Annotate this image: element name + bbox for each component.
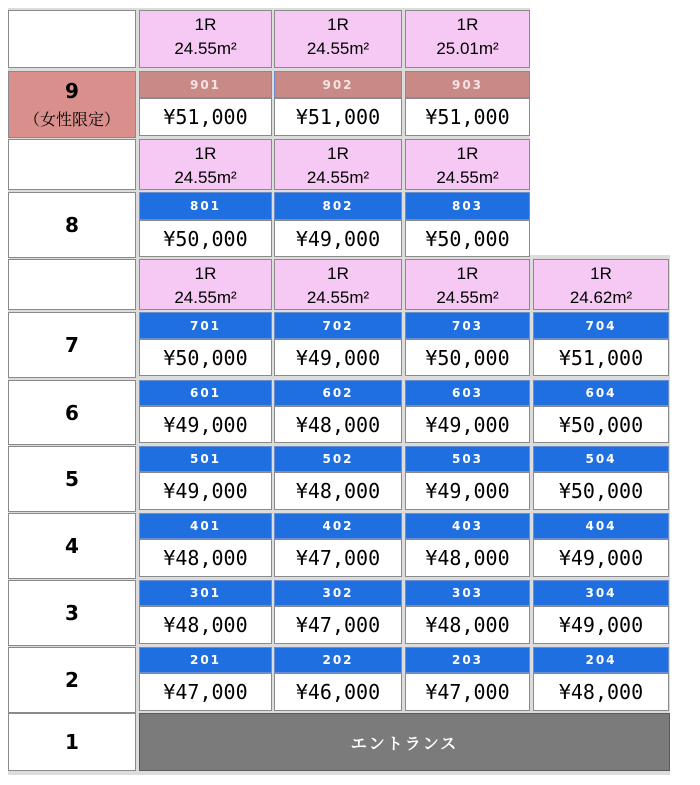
rent-404 bbox=[533, 539, 669, 577]
rent-value: ¥51,000 bbox=[295, 105, 381, 129]
room-number-404 bbox=[533, 513, 669, 539]
women-only-note: （女性限定） bbox=[23, 110, 120, 129]
room-number-902 bbox=[274, 71, 402, 98]
room-number-303 bbox=[405, 580, 530, 606]
rent-value: ¥50,000 bbox=[425, 226, 510, 251]
room-number-504 bbox=[533, 446, 669, 472]
room-number-901 bbox=[139, 71, 272, 98]
floor-area-unit: m² bbox=[478, 168, 499, 187]
floor-area bbox=[140, 37, 271, 61]
room-number: 504 bbox=[585, 452, 617, 466]
unit-spec-801 bbox=[139, 139, 272, 190]
rent-303 bbox=[405, 606, 530, 644]
rent-value: ¥48,000 bbox=[295, 479, 381, 503]
floor-label-9 bbox=[8, 71, 136, 138]
rent-value: ¥48,000 bbox=[163, 613, 248, 637]
room-number: 902 bbox=[322, 77, 354, 92]
room-number-701 bbox=[139, 312, 272, 339]
rent-301 bbox=[139, 606, 272, 644]
floor-number: 7 bbox=[65, 333, 79, 357]
spec-row-label-blank bbox=[8, 259, 136, 310]
floor-area bbox=[275, 286, 401, 310]
room-number: 803 bbox=[451, 199, 484, 213]
room-number-604 bbox=[533, 380, 669, 406]
rent-value: ¥51,000 bbox=[163, 105, 248, 129]
rent-value: ¥48,000 bbox=[558, 680, 644, 704]
floor-area bbox=[140, 166, 271, 190]
floor-label-2 bbox=[8, 647, 136, 713]
room-number: 703 bbox=[451, 318, 484, 333]
room-number-602 bbox=[274, 380, 402, 406]
room-number: 502 bbox=[322, 452, 354, 466]
room-number-301 bbox=[139, 580, 272, 606]
floor-area-value: 24.55 bbox=[436, 288, 479, 307]
floor-area-unit: m² bbox=[216, 168, 237, 187]
floor-area-unit: m² bbox=[216, 39, 237, 58]
layout-type: 1R bbox=[456, 15, 479, 34]
floor-area-value: 24.55 bbox=[174, 39, 217, 58]
rent-value: ¥49,000 bbox=[295, 345, 381, 370]
room-number-601 bbox=[139, 380, 272, 406]
floor-number: 2 bbox=[65, 668, 79, 692]
unit-spec-703 bbox=[405, 259, 530, 310]
layout-type: 1R bbox=[194, 264, 217, 283]
rent-703 bbox=[405, 339, 530, 376]
room-number: 204 bbox=[585, 653, 617, 667]
rent-302 bbox=[274, 606, 402, 644]
room-number: 201 bbox=[189, 653, 222, 667]
room-number: 702 bbox=[322, 318, 354, 333]
floor-area bbox=[534, 286, 668, 310]
room-number: 603 bbox=[451, 386, 484, 400]
room-number-704 bbox=[533, 312, 669, 339]
room-number: 802 bbox=[322, 199, 354, 213]
rent-value: ¥50,000 bbox=[558, 479, 644, 503]
layout-type: 1R bbox=[327, 264, 349, 283]
floor-number: 4 bbox=[65, 534, 79, 558]
room-number-503 bbox=[405, 446, 530, 472]
rent-903 bbox=[405, 98, 530, 136]
room-number: 604 bbox=[585, 386, 617, 400]
rent-value: ¥50,000 bbox=[425, 345, 510, 370]
room-number-204 bbox=[533, 647, 669, 673]
room-number-501 bbox=[139, 446, 272, 472]
room-number: 404 bbox=[585, 519, 617, 533]
rent-value: ¥49,000 bbox=[163, 479, 248, 503]
unit-spec-802 bbox=[274, 139, 402, 190]
rent-value: ¥49,000 bbox=[295, 226, 381, 251]
rent-value: ¥49,000 bbox=[558, 546, 644, 570]
rent-value: ¥49,000 bbox=[558, 613, 644, 637]
floor-number: 5 bbox=[65, 467, 79, 491]
room-number: 402 bbox=[322, 519, 354, 533]
entrance-block bbox=[139, 713, 670, 771]
rent-value: ¥51,000 bbox=[425, 105, 510, 129]
layout-type: 1R bbox=[327, 15, 349, 34]
rent-602 bbox=[274, 406, 402, 443]
room-number-502 bbox=[274, 446, 402, 472]
rent-value: ¥51,000 bbox=[558, 345, 644, 370]
room-number: 304 bbox=[585, 586, 617, 600]
floor-area bbox=[406, 37, 529, 61]
spec-row-label-blank bbox=[8, 139, 136, 190]
rent-201 bbox=[139, 673, 272, 711]
floor-area-value: 24.55 bbox=[436, 168, 479, 187]
rent-603 bbox=[405, 406, 530, 443]
floor-area-unit: m² bbox=[349, 288, 370, 307]
room-number: 202 bbox=[322, 653, 354, 667]
rent-601 bbox=[139, 406, 272, 443]
floor-number: 6 bbox=[65, 400, 79, 425]
floor-label-5 bbox=[8, 446, 136, 512]
room-number: 701 bbox=[189, 318, 222, 333]
floor-number: 1 bbox=[65, 730, 79, 754]
rent-402 bbox=[274, 539, 402, 577]
floor-label-4 bbox=[8, 513, 136, 579]
floor-area-value: 24.55 bbox=[306, 168, 350, 187]
rent-value: ¥48,000 bbox=[425, 546, 510, 570]
layout-type: 1R bbox=[327, 144, 349, 163]
room-number-403 bbox=[405, 513, 530, 539]
rent-value: ¥49,000 bbox=[425, 412, 510, 437]
room-number-703 bbox=[405, 312, 530, 339]
room-number: 403 bbox=[451, 519, 484, 533]
room-number: 601 bbox=[189, 386, 222, 400]
floor-label-6 bbox=[8, 380, 136, 445]
floor-area-value: 24.55 bbox=[306, 288, 350, 307]
rent-401 bbox=[139, 539, 272, 577]
layout-type: 1R bbox=[456, 144, 479, 163]
rent-value: ¥47,000 bbox=[295, 613, 381, 637]
room-number: 903 bbox=[451, 77, 484, 92]
room-number-201 bbox=[139, 647, 272, 673]
rent-204 bbox=[533, 673, 669, 711]
floor-area-value: 24.62 bbox=[569, 288, 613, 307]
floor-area-value: 24.55 bbox=[306, 39, 350, 58]
rent-value: ¥47,000 bbox=[163, 680, 248, 704]
rent-304 bbox=[533, 606, 669, 644]
rent-504 bbox=[533, 472, 669, 510]
unit-spec-903 bbox=[405, 10, 530, 68]
layout-type: 1R bbox=[456, 264, 479, 283]
room-number-402 bbox=[274, 513, 402, 539]
rent-803 bbox=[405, 220, 530, 257]
layout-type: 1R bbox=[194, 144, 217, 163]
room-number: 704 bbox=[585, 318, 617, 333]
unit-spec-803 bbox=[405, 139, 530, 190]
floor-area bbox=[406, 286, 529, 310]
rent-802 bbox=[274, 220, 402, 257]
rent-801 bbox=[139, 220, 272, 257]
floor-area bbox=[275, 37, 401, 61]
floor-label-3 bbox=[8, 580, 136, 646]
room-number: 602 bbox=[322, 386, 354, 400]
room-number-801 bbox=[139, 192, 272, 220]
room-number-603 bbox=[405, 380, 530, 406]
floor-area-value: 25.01 bbox=[436, 39, 479, 58]
rent-403 bbox=[405, 539, 530, 577]
rent-501 bbox=[139, 472, 272, 510]
unit-spec-901 bbox=[139, 10, 272, 68]
room-number-803 bbox=[405, 192, 530, 220]
floor-area-unit: m² bbox=[349, 39, 370, 58]
entrance-label: エントランス bbox=[350, 733, 459, 753]
rent-701 bbox=[139, 339, 272, 376]
room-number: 303 bbox=[451, 586, 484, 600]
layout-type: 1R bbox=[194, 15, 217, 34]
rent-704 bbox=[533, 339, 669, 376]
floor-area-unit: m² bbox=[478, 39, 499, 58]
room-number-903 bbox=[405, 71, 530, 98]
rent-value: ¥47,000 bbox=[295, 546, 381, 570]
rent-value: ¥48,000 bbox=[163, 546, 248, 570]
floor-area bbox=[275, 166, 401, 190]
floor-area bbox=[406, 166, 529, 190]
rent-901 bbox=[139, 98, 272, 136]
rent-value: ¥46,000 bbox=[295, 680, 381, 704]
room-number: 503 bbox=[451, 452, 484, 466]
floor-area-unit: m² bbox=[349, 168, 370, 187]
floor-number: 8 bbox=[65, 213, 79, 237]
unit-spec-702 bbox=[274, 259, 402, 310]
rent-value: ¥50,000 bbox=[163, 345, 248, 370]
room-number-202 bbox=[274, 647, 402, 673]
room-number-802 bbox=[274, 192, 402, 220]
layout-type: 1R bbox=[590, 264, 612, 283]
floor-label-8 bbox=[8, 192, 136, 258]
rent-203 bbox=[405, 673, 530, 711]
room-number-302 bbox=[274, 580, 402, 606]
floor-area-value: 24.55 bbox=[174, 288, 217, 307]
floor-area bbox=[140, 286, 271, 310]
rent-702 bbox=[274, 339, 402, 376]
unit-spec-704 bbox=[533, 259, 669, 310]
room-number-702 bbox=[274, 312, 402, 339]
floor-area-unit: m² bbox=[216, 288, 237, 307]
rent-202 bbox=[274, 673, 402, 711]
room-number: 203 bbox=[451, 653, 484, 667]
rent-value: ¥50,000 bbox=[163, 226, 248, 251]
room-number-401 bbox=[139, 513, 272, 539]
room-number: 301 bbox=[189, 586, 222, 600]
floor-area-unit: m² bbox=[478, 288, 499, 307]
spec-row-label-blank bbox=[8, 10, 136, 68]
rent-503 bbox=[405, 472, 530, 510]
rent-902 bbox=[274, 98, 402, 136]
floor-number: 3 bbox=[65, 601, 79, 625]
floor-area-unit: m² bbox=[612, 288, 633, 307]
rent-value: ¥47,000 bbox=[425, 680, 510, 704]
room-number-203 bbox=[405, 647, 530, 673]
floor-label-1 bbox=[8, 713, 136, 771]
floor-area-value: 24.55 bbox=[174, 168, 217, 187]
room-number: 401 bbox=[189, 519, 222, 533]
unit-spec-701 bbox=[139, 259, 272, 310]
floor-label-7 bbox=[8, 312, 136, 378]
rent-value: ¥49,000 bbox=[163, 412, 248, 437]
rent-value: ¥48,000 bbox=[295, 412, 381, 437]
rent-604 bbox=[533, 406, 669, 443]
rent-value: ¥50,000 bbox=[558, 412, 644, 437]
rent-502 bbox=[274, 472, 402, 510]
room-number: 302 bbox=[322, 586, 354, 600]
room-number: 901 bbox=[189, 77, 222, 92]
floor-number: 9 bbox=[65, 79, 79, 103]
unit-spec-902 bbox=[274, 10, 402, 68]
rent-value: ¥48,000 bbox=[425, 613, 510, 637]
room-number: 501 bbox=[189, 452, 222, 466]
room-number: 801 bbox=[189, 199, 222, 213]
rent-value: ¥49,000 bbox=[425, 479, 510, 503]
room-number-304 bbox=[533, 580, 669, 606]
